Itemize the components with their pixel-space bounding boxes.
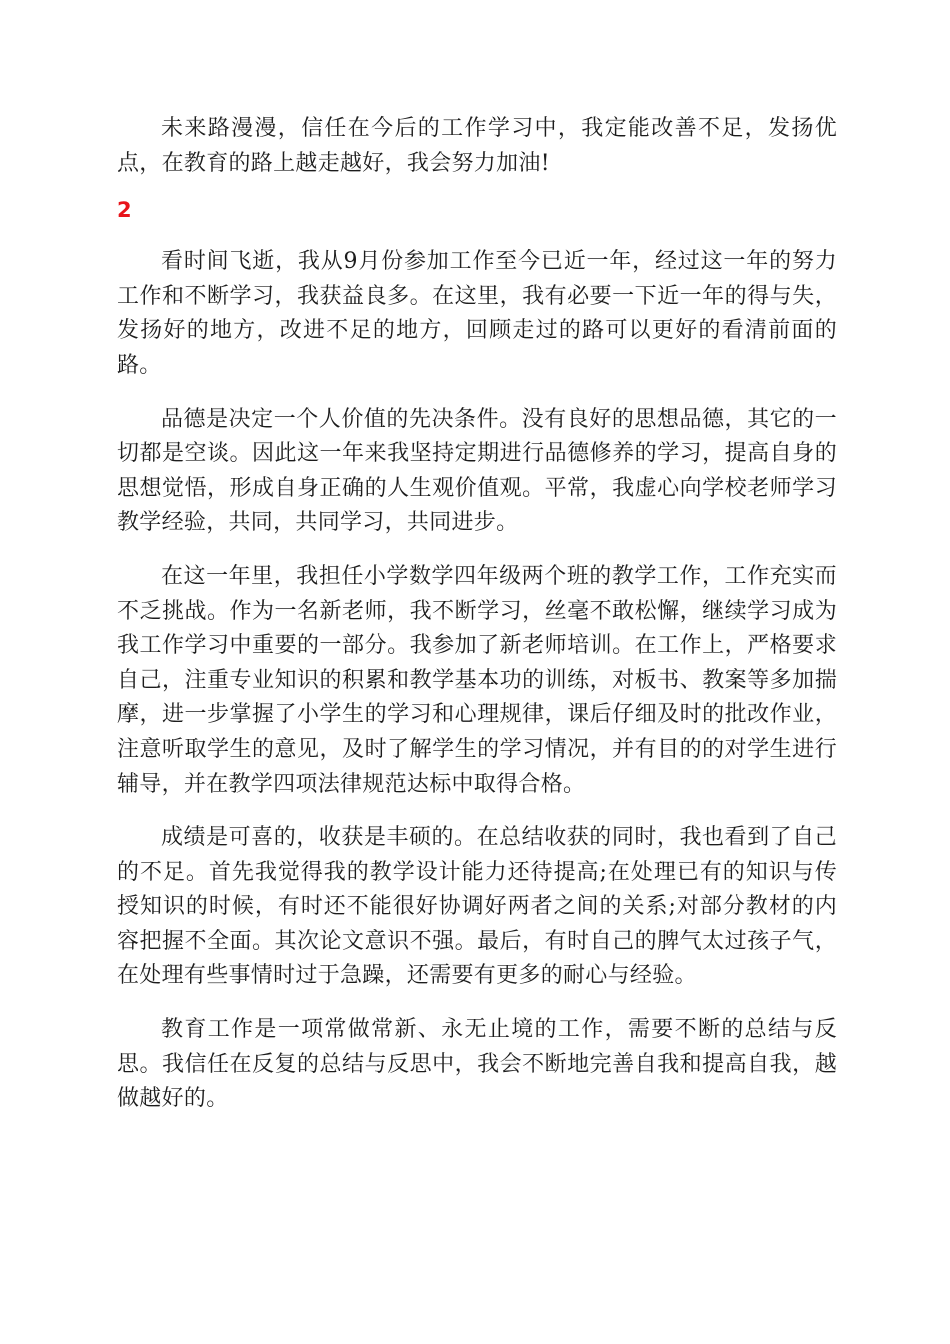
document-body xyxy=(117,112,837,1136)
paragraph-achievements: 成绩是可喜的，收获是丰硕的。在总结收获的同时，我也看到了自己的不足。首先我觉得我的教学设计能力还待提高;在处理已有的知识与传授知识的时候，有时还不能很好协调好两者之间的关系;对部分教材的内容把握不全面。其次论文意识不强。最后，有时自己的脾气太过孩子气，在处理有些事情时过于急躁，还需要有更多的耐心与经验。 xyxy=(117,825,837,989)
paragraph-reflection: 教育工作是一项常做常新、永无止境的工作，需要不断的总结与反思。我信任在反复的总结与反思中，我会不断地完善自我和提高自我，越做越好的。 xyxy=(117,1017,837,1112)
paragraph-teaching-work: 在这一年里，我担任小学数学四年级两个班的教学工作，工作充实而不乏挑战。作为一名新老师，我不断学习，丝毫不敢松懈，继续学习成为我工作学习中重要的一部分。我参加了新老师培训。在工作上，严格要求自己，注重专业知识的积累和教学基本功的训练，对板书、教案等多加揣摩，进一步掌握了小学生的学习和心理规律，课后仔细及时的批改作业，注意听取学生的意见，及时了解学生的学习情况，并有目的的对学生进行辅导，并在教学四项法律规范达标中取得合格。 xyxy=(117,563,837,797)
section-number: 2 xyxy=(117,198,132,223)
paragraph-time-flies: 看时间飞逝，我从9月份参加工作至今已近一年，经过这一年的努力工作和不断学习，我获益良多。在这里，我有必要一下近一年的得与失，发扬好的地方，改进不足的地方，回顾走过的路可以更好的看清前面的路。 xyxy=(117,249,837,378)
intro-paragraph: 未来路漫漫，信任在今后的工作学习中，我定能改善不足，发扬优点，在教育的路上越走越好，我会努力加油! xyxy=(117,116,837,176)
paragraph-morality: 品德是决定一个人价值的先决条件。没有良好的思想品德，其它的一切都是空谈。因此这一年来我坚持定期进行品德修养的学习，提高自身的思想觉悟，形成自身正确的人生观价值观。平常，我虚心向学校老师学习教学经验，共同，共同学习，共同进步。 xyxy=(117,406,837,536)
